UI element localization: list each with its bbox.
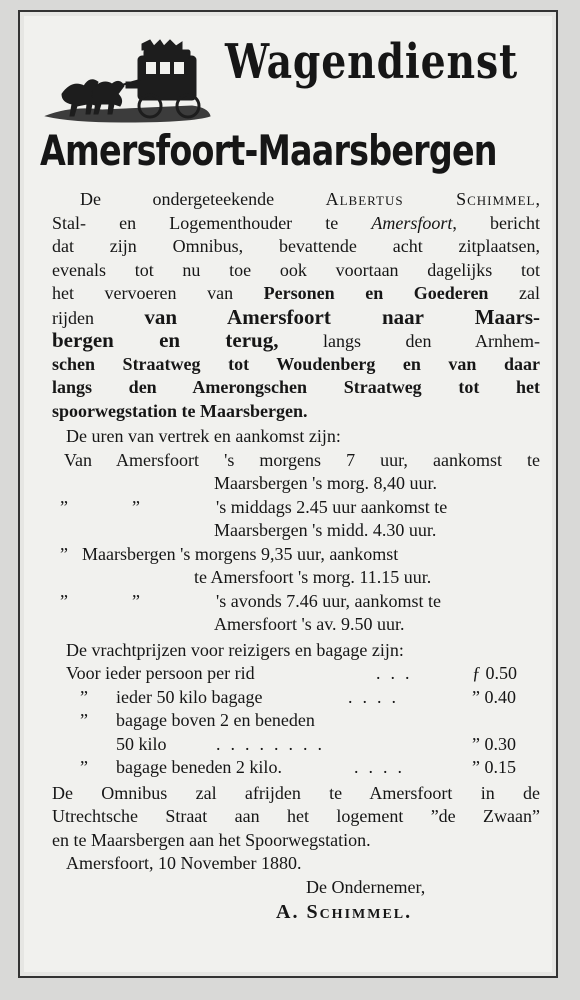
signature: A. Schimmel. (276, 901, 413, 923)
fares-intro: De vrachtprijzen voor reizigers en bagage zijn: (66, 639, 404, 660)
leader-dots: ... (376, 663, 420, 683)
schedule-row: Maarsbergen 's midd. 4.30 uur. (214, 520, 437, 540)
schedule-row: te Amersfoort 's morg. 11.15 uur. (194, 567, 432, 587)
text-line: Utrechtsche Straat aan het logement ”de Zwaan” (52, 806, 540, 826)
dateline: Amersfoort, 10 November 1880. (66, 853, 302, 873)
newspaper-advertisement (18, 10, 558, 978)
ditto-mark: ” (80, 710, 88, 730)
text-line: evenals tot nu toe ook voortaan dagelijks tot (52, 259, 540, 280)
ditto-mark: ” (60, 496, 68, 517)
ditto-mark: ” (80, 757, 88, 777)
ditto-mark: ” (60, 543, 68, 564)
fare-price: ” 0.15 (472, 757, 516, 777)
ditto-mark: ” (132, 496, 140, 517)
schedule-row: Maarsbergen 's morgens 9,35 uur, aankomst (82, 543, 399, 564)
text-line: schen Straatweg tot Woudenberg en van daar (52, 353, 540, 374)
owner-name: Albertus Schimmel (325, 189, 536, 209)
fare-label: Voor ieder persoon per rid (66, 663, 255, 683)
text-line: langs den Amerongschen Straatweg tot het (52, 377, 540, 397)
text-line: spoorwegstation te Maarsbergen. (52, 400, 308, 421)
text-line: bergen en terug, langs den Arnhem- (52, 328, 541, 352)
ditto-mark: ” (80, 686, 88, 707)
fare-label: ieder 50 kilo bagage (116, 686, 263, 707)
text-line: en te Maarsbergen aan het Spoorwegstation. (52, 829, 371, 850)
fare-price: ” 0.40 (472, 686, 516, 707)
signatory-role: De Ondernemer, (306, 876, 426, 897)
schedule-row: 's avonds 7.46 uur, aankomst te (216, 590, 441, 611)
fare-price: ” 0.30 (472, 733, 516, 754)
place-name: Amersfoort (371, 212, 453, 233)
schedule-row: Maarsbergen 's morg. 8,40 uur. (214, 473, 438, 493)
text-line: De Omnibus zal afrijden te Amersfoort in de (52, 782, 540, 803)
leader-dots: ........ (216, 733, 332, 754)
schedule-row: Van Amersfoort 's morgens 7 uur, aankomst te (64, 449, 540, 470)
leader-dots: .... (348, 686, 406, 707)
text-line: dat zijn Omnibus, bevattende acht zitplaatsen, (52, 236, 540, 256)
text-line: De ondergeteekende Albertus Schimmel, (80, 189, 540, 209)
ditto-mark: ” (60, 590, 68, 611)
text-line: Stal- en Logementhouder te Amersfoort, bericht (52, 212, 541, 233)
schedule-intro: De uren van vertrek en aankomst zijn: (66, 426, 341, 446)
fare-price: ƒ 0.50 (472, 663, 517, 683)
advertisement-title: Wagendienst (225, 34, 518, 90)
leader-dots: .... (354, 757, 412, 777)
text-line: rijden van Amersfoort naar Maars- (52, 304, 541, 329)
ditto-mark: ” (132, 590, 140, 611)
route-heading: Amersfoort-Maarsbergen (40, 126, 497, 175)
fare-label: bagage beneden 2 kilo. (116, 757, 282, 777)
horse-carriage-illustration (42, 36, 212, 124)
schedule-row: 's middags 2.45 uur aankomst te (216, 496, 448, 517)
schedule-row: Amersfoort 's av. 9.50 uur. (214, 614, 405, 634)
text-line: het vervoeren van Personen en Goederen zal (52, 283, 541, 303)
advertisement-body (20, 188, 556, 923)
fare-label: 50 kilo (116, 733, 167, 754)
fare-label: bagage boven 2 en beneden (116, 710, 315, 730)
